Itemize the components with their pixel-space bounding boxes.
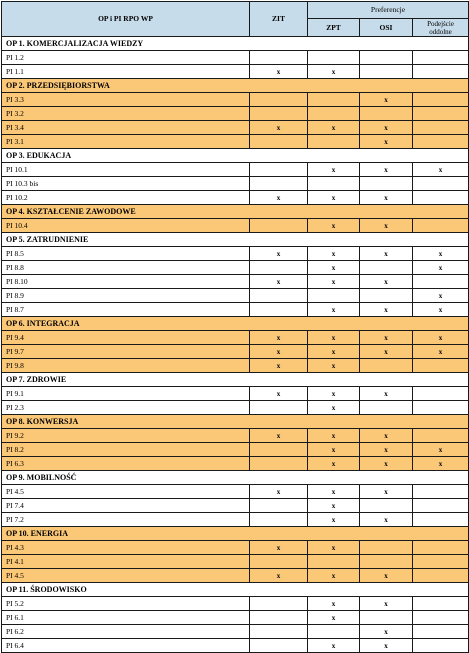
section-row [2, 205, 469, 219]
zpt-cell: x [308, 121, 360, 135]
section-label: OP 5. ZATRUDNIENIE [2, 233, 469, 247]
table-row [2, 275, 469, 289]
zpt-cell: x [308, 303, 360, 317]
podejscie-cell [413, 65, 469, 79]
section-label: OP 10. ENERGIA [2, 527, 469, 541]
zpt-cell: x [308, 611, 360, 625]
table-row [2, 443, 469, 457]
table-row [2, 51, 469, 65]
section-label: OP 8. KONWERSJA [2, 415, 469, 429]
section-row [2, 415, 469, 429]
pi-label: PI 8.7 [2, 303, 250, 317]
table-row [2, 289, 469, 303]
zit-cell [250, 289, 308, 303]
osi-cell: x [360, 275, 413, 289]
zpt-cell: x [308, 163, 360, 177]
table-row [2, 219, 469, 233]
zit-cell: x [250, 359, 308, 373]
pi-label: PI 7.4 [2, 499, 250, 513]
table-row [2, 331, 469, 345]
podejscie-cell [413, 569, 469, 583]
zpt-cell [308, 289, 360, 303]
osi-cell: x [360, 331, 413, 345]
section-label: OP 2. PRZEDSIĘBIORSTWA [2, 79, 469, 93]
zpt-cell [308, 93, 360, 107]
zit-cell [250, 135, 308, 149]
podejscie-cell [413, 219, 469, 233]
pi-label: PI 3.4 [2, 121, 250, 135]
zit-cell [250, 107, 308, 121]
section-label: OP 9. MOBILNOŚĆ [2, 471, 469, 485]
zit-cell [250, 597, 308, 611]
pi-label: PI 9.1 [2, 387, 250, 401]
zit-cell [250, 513, 308, 527]
pi-label: PI 4.3 [2, 541, 250, 555]
pi-label: PI 2.3 [2, 401, 250, 415]
zit-cell [250, 303, 308, 317]
zpt-cell [308, 135, 360, 149]
osi-cell [360, 359, 413, 373]
table-row [2, 569, 469, 583]
osi-cell [360, 611, 413, 625]
zpt-cell: x [308, 541, 360, 555]
podejscie-cell [413, 93, 469, 107]
osi-cell: x [360, 625, 413, 639]
zit-cell [250, 625, 308, 639]
zpt-cell [308, 625, 360, 639]
table-header [2, 2, 469, 37]
pi-label: PI 4.5 [2, 569, 250, 583]
pi-label: PI 1.1 [2, 65, 250, 79]
pi-label: PI 6.4 [2, 639, 250, 653]
osi-cell [360, 541, 413, 555]
podejscie-cell: x [413, 289, 469, 303]
zit-cell [250, 499, 308, 513]
zit-cell: x [250, 121, 308, 135]
zpt-cell: x [308, 485, 360, 499]
osi-cell [360, 401, 413, 415]
zpt-cell [308, 107, 360, 121]
table-row [2, 639, 469, 653]
zit-cell [250, 611, 308, 625]
podejscie-cell: x [413, 163, 469, 177]
zit-cell: x [250, 485, 308, 499]
table-row [2, 625, 469, 639]
pi-label: PI 8.5 [2, 247, 250, 261]
pi-label: PI 8.10 [2, 275, 250, 289]
table-row [2, 107, 469, 121]
section-row [2, 583, 469, 597]
header-zit: ZIT [250, 2, 308, 37]
zpt-cell: x [308, 457, 360, 471]
osi-cell [360, 555, 413, 569]
zit-cell [250, 261, 308, 275]
podejscie-cell [413, 401, 469, 415]
table-row [2, 191, 469, 205]
pi-label: PI 6.2 [2, 625, 250, 639]
zpt-cell: x [308, 569, 360, 583]
section-label: OP 4. KSZTAŁCENIE ZAWODOWE [2, 205, 469, 219]
section-label: OP 3. EDUKACJA [2, 149, 469, 163]
podejscie-cell [413, 597, 469, 611]
podejscie-cell [413, 499, 469, 513]
osi-cell: x [360, 219, 413, 233]
zpt-cell: x [308, 219, 360, 233]
podejscie-cell [413, 359, 469, 373]
section-row [2, 233, 469, 247]
zpt-cell: x [308, 261, 360, 275]
zpt-cell: x [308, 429, 360, 443]
osi-cell: x [360, 457, 413, 471]
osi-cell: x [360, 191, 413, 205]
table-row [2, 135, 469, 149]
zpt-cell [308, 555, 360, 569]
header-op-pi: OP i PI RPO WP [2, 2, 250, 37]
osi-cell: x [360, 443, 413, 457]
osi-cell: x [360, 93, 413, 107]
pi-label: PI 8.2 [2, 443, 250, 457]
zit-cell: x [250, 345, 308, 359]
pi-label: PI 10.3 bis [2, 177, 250, 191]
zpt-cell [308, 51, 360, 65]
podejscie-cell: x [413, 247, 469, 261]
table-row [2, 163, 469, 177]
osi-cell: x [360, 345, 413, 359]
osi-cell: x [360, 247, 413, 261]
zpt-cell: x [308, 387, 360, 401]
podejscie-cell [413, 555, 469, 569]
pi-label: PI 8.9 [2, 289, 250, 303]
podejscie-cell: x [413, 303, 469, 317]
osi-cell [360, 51, 413, 65]
pi-label: PI 4.5 [2, 485, 250, 499]
podejscie-cell [413, 387, 469, 401]
table-row [2, 65, 469, 79]
osi-cell [360, 499, 413, 513]
table-row [2, 345, 469, 359]
zit-cell: x [250, 429, 308, 443]
zpt-cell: x [308, 499, 360, 513]
section-label: OP 11. ŚRODOWISKO [2, 583, 469, 597]
zit-cell [250, 639, 308, 653]
zit-cell [250, 401, 308, 415]
table-row [2, 541, 469, 555]
header-osi: OSI [360, 19, 413, 37]
table-row [2, 93, 469, 107]
pi-label: PI 7.2 [2, 513, 250, 527]
table-row [2, 261, 469, 275]
osi-cell: x [360, 121, 413, 135]
section-row [2, 471, 469, 485]
osi-cell [360, 65, 413, 79]
table-row [2, 121, 469, 135]
section-label: OP 6. INTEGRACJA [2, 317, 469, 331]
osi-cell: x [360, 513, 413, 527]
podejscie-cell [413, 485, 469, 499]
podejscie-cell [413, 107, 469, 121]
pi-label: PI 3.2 [2, 107, 250, 121]
header-preferencje: Preferencje [308, 2, 469, 19]
podejscie-cell [413, 611, 469, 625]
podejscie-cell [413, 513, 469, 527]
section-row [2, 317, 469, 331]
pi-label: PI 9.8 [2, 359, 250, 373]
podejscie-cell [413, 541, 469, 555]
pi-label: PI 9.7 [2, 345, 250, 359]
section-row [2, 37, 469, 51]
osi-cell: x [360, 387, 413, 401]
zpt-cell: x [308, 597, 360, 611]
zit-cell [250, 219, 308, 233]
pi-label: PI 10.2 [2, 191, 250, 205]
pi-label: PI 6.1 [2, 611, 250, 625]
zit-cell: x [250, 247, 308, 261]
zpt-cell: x [308, 191, 360, 205]
zit-cell [250, 457, 308, 471]
table-row [2, 177, 469, 191]
table-row [2, 359, 469, 373]
table-row [2, 611, 469, 625]
table-row [2, 499, 469, 513]
table-row [2, 485, 469, 499]
table-row [2, 387, 469, 401]
table-body [2, 37, 469, 653]
osi-cell [360, 261, 413, 275]
osi-cell: x [360, 303, 413, 317]
zpt-cell: x [308, 247, 360, 261]
pi-label: PI 3.1 [2, 135, 250, 149]
podejscie-cell: x [413, 457, 469, 471]
table-row [2, 429, 469, 443]
zpt-cell: x [308, 401, 360, 415]
pi-label: PI 4.1 [2, 555, 250, 569]
podejscie-cell: x [413, 261, 469, 275]
zit-cell [250, 177, 308, 191]
zpt-cell: x [308, 275, 360, 289]
table-row [2, 401, 469, 415]
podejscie-cell: x [413, 345, 469, 359]
table-row [2, 555, 469, 569]
zit-cell [250, 443, 308, 457]
podejscie-cell [413, 625, 469, 639]
podejscie-cell [413, 275, 469, 289]
section-row [2, 373, 469, 387]
osi-cell [360, 177, 413, 191]
zpt-cell: x [308, 639, 360, 653]
zpt-cell [308, 177, 360, 191]
osi-cell [360, 289, 413, 303]
zpt-cell: x [308, 513, 360, 527]
table-row [2, 247, 469, 261]
zit-cell [250, 163, 308, 177]
header-podejscie-oddolne: Podejście oddolne [413, 19, 469, 37]
table-row [2, 513, 469, 527]
table-row [2, 457, 469, 471]
zit-cell: x [250, 387, 308, 401]
podejscie-cell [413, 639, 469, 653]
zit-cell [250, 93, 308, 107]
zpt-cell: x [308, 331, 360, 345]
pi-label: PI 10.1 [2, 163, 250, 177]
table-row [2, 597, 469, 611]
podejscie-cell [413, 135, 469, 149]
section-row [2, 527, 469, 541]
podejscie-cell [413, 121, 469, 135]
zpt-cell: x [308, 359, 360, 373]
osi-cell: x [360, 569, 413, 583]
section-row [2, 149, 469, 163]
pi-label: PI 5.2 [2, 597, 250, 611]
zit-cell: x [250, 569, 308, 583]
podejscie-cell [413, 51, 469, 65]
zit-cell: x [250, 191, 308, 205]
zit-cell: x [250, 275, 308, 289]
zpt-cell: x [308, 65, 360, 79]
podejscie-cell [413, 429, 469, 443]
podejscie-cell: x [413, 443, 469, 457]
osi-cell [360, 107, 413, 121]
pi-label: PI 9.2 [2, 429, 250, 443]
osi-cell: x [360, 485, 413, 499]
osi-cell: x [360, 135, 413, 149]
zpt-cell: x [308, 443, 360, 457]
pi-label: PI 8.8 [2, 261, 250, 275]
table-row [2, 303, 469, 317]
podejscie-cell [413, 177, 469, 191]
zit-cell [250, 555, 308, 569]
pi-label: PI 1.2 [2, 51, 250, 65]
zpt-cell: x [308, 345, 360, 359]
header-zpt: ZPT [308, 19, 360, 37]
osi-cell: x [360, 429, 413, 443]
section-row [2, 79, 469, 93]
podejscie-cell [413, 191, 469, 205]
section-label: OP 1. KOMERCJALIZACJA WIEDZY [2, 37, 469, 51]
osi-cell: x [360, 639, 413, 653]
zit-cell [250, 51, 308, 65]
osi-cell: x [360, 163, 413, 177]
osi-cell: x [360, 597, 413, 611]
pi-label: PI 10.4 [2, 219, 250, 233]
pi-label: PI 3.3 [2, 93, 250, 107]
zit-cell: x [250, 331, 308, 345]
section-label: OP 7. ZDROWIE [2, 373, 469, 387]
podejscie-cell: x [413, 331, 469, 345]
zit-cell: x [250, 541, 308, 555]
priorities-table [1, 1, 469, 653]
pi-label: PI 9.4 [2, 331, 250, 345]
pi-label: PI 6.3 [2, 457, 250, 471]
zit-cell: x [250, 65, 308, 79]
